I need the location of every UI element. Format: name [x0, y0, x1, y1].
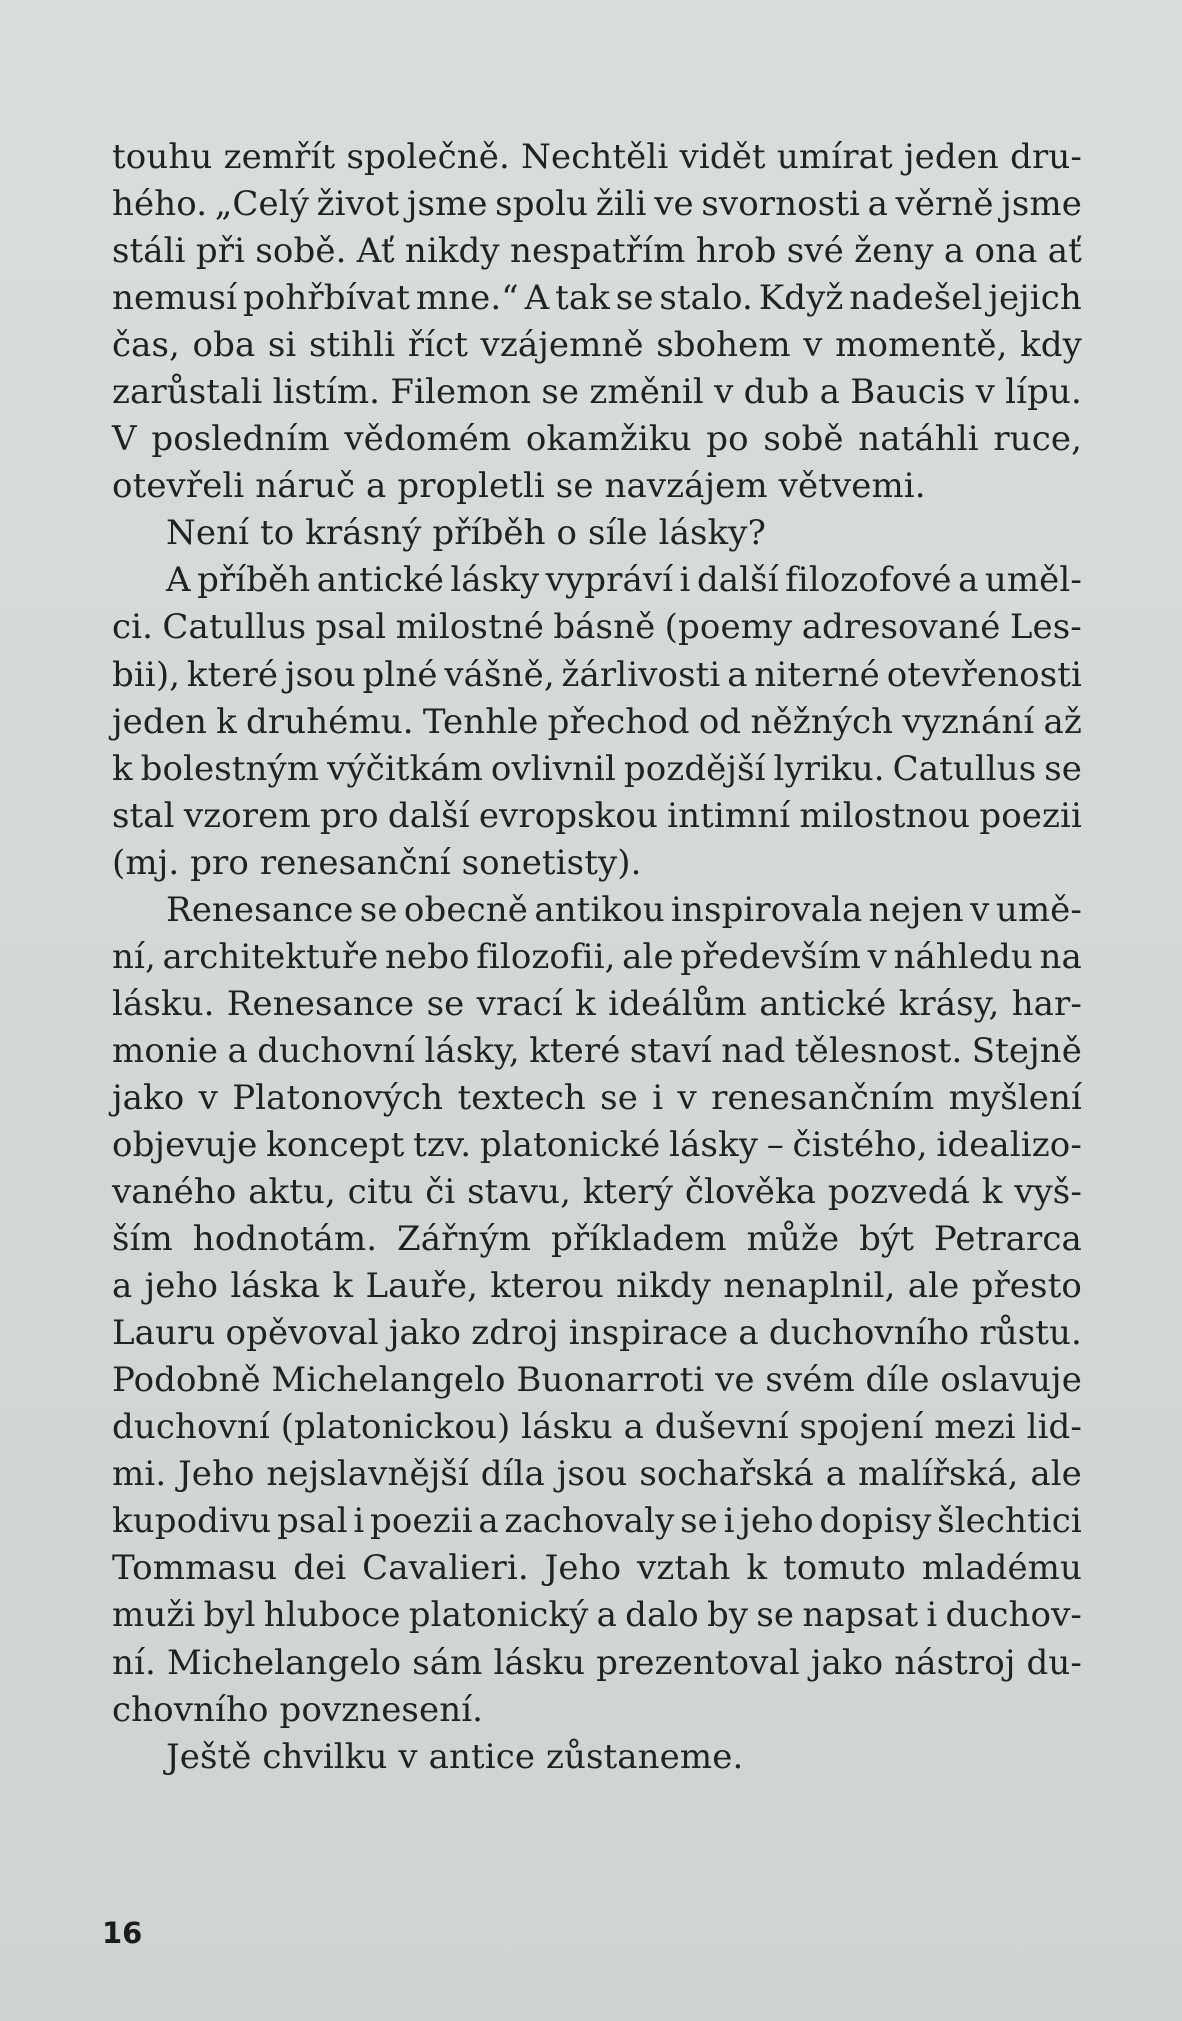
text-line: V posledním vědomém okamžiku po sobě natáhli ruce, — [112, 419, 1082, 460]
text-line: bii), které jsou plné vášně, žárlivosti a niterné otevřenosti — [112, 654, 1082, 695]
text-line: Tommasu dei Cavalieri. Jeho vztah k tomuto mladému — [112, 1548, 1082, 1589]
text-line: jeden k druhému. Tenhle přechod od něžných vyznání až — [112, 701, 1082, 742]
text-line: chovního povznesení. — [112, 1689, 484, 1730]
text-line: hého. „Celý život jsme spolu žili ve svornosti a věrně jsme — [112, 184, 1082, 225]
text-line: kupodivu psal i poezii a zachovaly se i jeho dopisy šlechtici — [112, 1501, 1082, 1542]
text-line: a jeho láska k Lauře, kterou nikdy nenaplnil, ale přesto — [112, 1266, 1082, 1307]
paragraph — [112, 510, 1082, 557]
text-line: k bolestným výčitkám ovlivnil pozdější lyriku. Catullus se — [112, 748, 1082, 789]
text-line: muži byl hluboce platonický a dalo by se napsat i duchov- — [112, 1595, 1082, 1636]
page-number: 16 — [102, 1916, 143, 1950]
text-line: vaného aktu, citu či stavu, který člověka pozvedá k vyš- — [112, 1172, 1082, 1213]
text-line: monie a duchovní lásky, které staví nad tělesnost. Stejně — [112, 1030, 1082, 1071]
text-line: A příběh antické lásky vypráví i další filozofové a uměl- — [166, 560, 1082, 601]
text-line: Není to krásný příběh o síle lásky? — [166, 513, 766, 554]
paragraph — [112, 887, 1082, 1734]
paragraph — [112, 1734, 1082, 1781]
text-line: stal vzorem pro další evropskou intimní milostnou poezii — [112, 795, 1082, 836]
paragraph — [112, 134, 1082, 510]
text-line: duchovní (platonickou) lásku a duševní spojení mezi lid- — [112, 1407, 1082, 1448]
paragraph — [112, 557, 1082, 886]
text-line: jako v Platonových textech se i v renesančním myšlení — [112, 1077, 1082, 1118]
text-line: ní, architektuře nebo filozofii, ale především v náhledu na — [112, 936, 1082, 977]
text-line: Lauru opěvoval jako zdroj inspirace a duchovního růstu. — [112, 1313, 1082, 1354]
text-line: otevřeli náruč a propletli se navzájem větvemi. — [112, 466, 926, 507]
text-line: zarůstali listím. Filemon se změnil v dub a Baucis v lípu. — [112, 372, 1082, 413]
text-line: stáli při sobě. Ať nikdy nespatřím hrob své ženy a ona ať — [112, 231, 1082, 272]
text-line: (mj. pro renesanční sonetisty). — [112, 842, 642, 883]
text-line: Renesance se obecně antikou inspirovala nejen v umě- — [166, 889, 1082, 930]
text-line: mi. Jeho nejslavnější díla jsou sochařská a malířská, ale — [112, 1454, 1082, 1495]
text-line: lásku. Renesance se vrací k ideálům antické krásy, har- — [112, 983, 1082, 1024]
text-line: nemusí pohřbívat mne.“ A tak se stalo. Když nadešel jejich — [112, 278, 1082, 319]
text-line: ci. Catullus psal milostné básně (poemy adresované Les- — [112, 607, 1082, 648]
text-line: čas, oba si stihli říct vzájemně sbohem v momentě, kdy — [112, 325, 1082, 366]
text-line: ším hodnotám. Zářným příkladem může být Petrarca — [112, 1219, 1082, 1260]
text-line: objevuje koncept tzv. platonické lásky – čistého, idealizo- — [112, 1124, 1082, 1165]
text-line: Ještě chvilku v antice zůstaneme. — [166, 1736, 744, 1777]
text-line: touhu zemřít společně. Nechtěli vidět umírat jeden dru- — [112, 137, 1082, 177]
body-text — [112, 134, 1082, 1781]
text-line: Podobně Michelangelo Buonarroti ve svém díle oslavuje — [112, 1360, 1082, 1401]
text-line: ní. Michelangelo sám lásku prezentoval jako nástroj du- — [112, 1642, 1082, 1683]
